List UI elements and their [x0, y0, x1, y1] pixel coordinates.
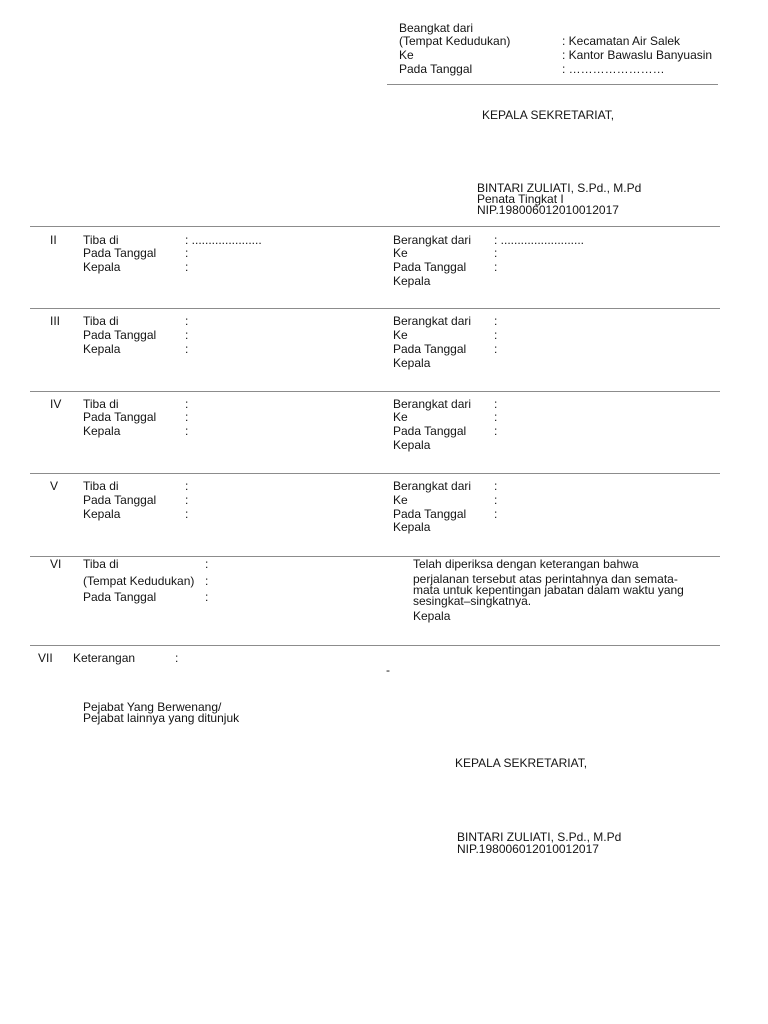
arrival-head-label: Kepala	[83, 260, 121, 274]
statement-line: Telah diperiksa dengan keterangan bahwa	[413, 557, 639, 571]
section-divider	[30, 473, 720, 474]
arrival-date-value: :	[185, 493, 189, 507]
arrival-date-label: Pada Tanggal	[83, 246, 157, 260]
arrival-head-value: :	[185, 424, 189, 438]
departure-head-label: Kepala	[393, 438, 431, 452]
section-iii	[0, 314, 768, 374]
destination-value: :	[494, 493, 498, 507]
section-vi	[0, 557, 768, 637]
departure-date-label: Pada Tanggal	[393, 507, 467, 521]
arrival-label: Tiba di	[83, 233, 119, 247]
departure-date-value: :	[494, 424, 498, 438]
signature-top-title: KEPALA SEKRETARIAT,	[482, 108, 615, 122]
departure-label: Berangkat dari	[393, 479, 472, 493]
header-date-value: : ……………………	[562, 62, 665, 76]
departure-head-label: Kepala	[393, 274, 431, 288]
header-departure-label: Beangkat dari	[399, 21, 474, 35]
departure-date-value: :	[494, 507, 498, 521]
arrival-label: Tiba di	[83, 479, 119, 493]
arrival-date-label: Pada Tanggal	[83, 328, 157, 342]
arrival-head-label: Kepala	[83, 424, 121, 438]
departure-value: :	[494, 479, 498, 493]
arrival-date-label: Pada Tanggal	[83, 493, 157, 507]
arrival-head-value: :	[185, 342, 189, 356]
departure-value: : .........................	[494, 233, 585, 247]
destination-label: Ke	[393, 328, 408, 342]
departure-date-label: Pada Tanggal	[393, 342, 467, 356]
statement-line: sesingkat–singkatnya.	[413, 594, 532, 608]
destination-label: Ke	[393, 493, 408, 507]
arrival-value: : .....................	[185, 233, 262, 247]
destination-label: Ke	[393, 410, 408, 424]
section-divider	[30, 226, 720, 227]
section-numeral: VII	[38, 651, 53, 665]
signature-bottom-title: KEPALA SEKRETARIAT,	[455, 756, 588, 770]
official-line: Pejabat lainnya yang ditunjuk	[83, 711, 240, 725]
statement-line: perjalanan tersebut atas perintahnya dan semata-	[413, 572, 678, 586]
remarks-colon: :	[175, 651, 179, 665]
header-date-label: Pada Tanggal	[399, 62, 473, 76]
section-divider	[30, 308, 720, 309]
arrival-date-value: :	[185, 410, 189, 424]
arrival-label: Tiba di	[83, 314, 119, 328]
seat-label: (Tempat Kedudukan)	[83, 574, 195, 588]
departure-date-value: :	[494, 342, 498, 356]
arrival-label: Tiba di	[83, 397, 119, 411]
departure-head-label: Kepala	[393, 520, 431, 534]
header-seat-value: : Kecamatan Air Salek	[562, 34, 681, 48]
destination-label: Ke	[393, 246, 408, 260]
arrival-head-label: Kepala	[83, 507, 121, 521]
signature-bottom-name: BINTARI ZULIATI, S.Pd., M.Pd	[457, 830, 622, 844]
departure-head-label: Kepala	[393, 356, 431, 370]
header-divider	[387, 84, 718, 85]
departure-date-label: Pada Tanggal	[393, 424, 467, 438]
seat-colon: :	[205, 574, 209, 588]
destination-value: :	[494, 328, 498, 342]
section-iv	[0, 397, 768, 457]
arrival-date-value: :	[185, 328, 189, 342]
section-numeral: V	[50, 479, 59, 493]
signature-top-nip: NIP.198006012010012017	[477, 203, 619, 217]
arrival-colon: :	[205, 557, 209, 571]
departure-label: Berangkat dari	[393, 314, 472, 328]
destination-value: :	[494, 246, 498, 260]
arrival-head-label: Kepala	[83, 342, 121, 356]
section-numeral: II	[50, 233, 57, 247]
destination-value: :	[494, 410, 498, 424]
arrival-label: Tiba di	[83, 557, 119, 571]
departure-label: Berangkat dari	[393, 233, 472, 247]
arrival-date-value: :	[185, 246, 189, 260]
arrival-date-colon: :	[205, 590, 209, 604]
arrival-value: :	[185, 314, 189, 328]
departure-date-label: Pada Tanggal	[393, 260, 467, 274]
departure-label: Berangkat dari	[393, 397, 472, 411]
header-to-value: : Kantor Bawaslu Banyuasin	[562, 48, 713, 62]
head-label: Kepala	[413, 609, 451, 623]
arrival-date-label: Pada Tanggal	[83, 590, 157, 604]
section-numeral: III	[50, 314, 61, 328]
section-v	[0, 479, 768, 539]
signature-top-rank: Penata Tingkat I	[477, 192, 564, 206]
official-line: Pejabat Yang Berwenang/	[83, 700, 222, 714]
arrival-date-label: Pada Tanggal	[83, 410, 157, 424]
header-to-label: Ke	[399, 48, 414, 62]
departure-date-value: :	[494, 260, 498, 274]
section-divider	[30, 391, 720, 392]
arrival-value: :	[185, 479, 189, 493]
arrival-head-value: :	[185, 260, 189, 274]
departure-value: :	[494, 314, 498, 328]
signature-bottom-nip: NIP.198006012010012017	[457, 842, 599, 856]
section-divider	[30, 645, 720, 646]
remarks-label: Keterangan	[73, 651, 136, 665]
remarks-dash: -	[386, 663, 390, 677]
arrival-value: :	[185, 397, 189, 411]
statement-line: mata untuk kepentingan jabatan dalam waktu yang	[413, 583, 684, 597]
section-ii	[0, 233, 768, 293]
section-numeral: VI	[50, 557, 62, 571]
signature-top-name: BINTARI ZULIATI, S.Pd., M.Pd	[477, 181, 642, 195]
arrival-head-value: :	[185, 507, 189, 521]
departure-value: :	[494, 397, 498, 411]
section-numeral: IV	[50, 397, 62, 411]
header-seat-label: (Tempat Kedudukan)	[399, 34, 511, 48]
